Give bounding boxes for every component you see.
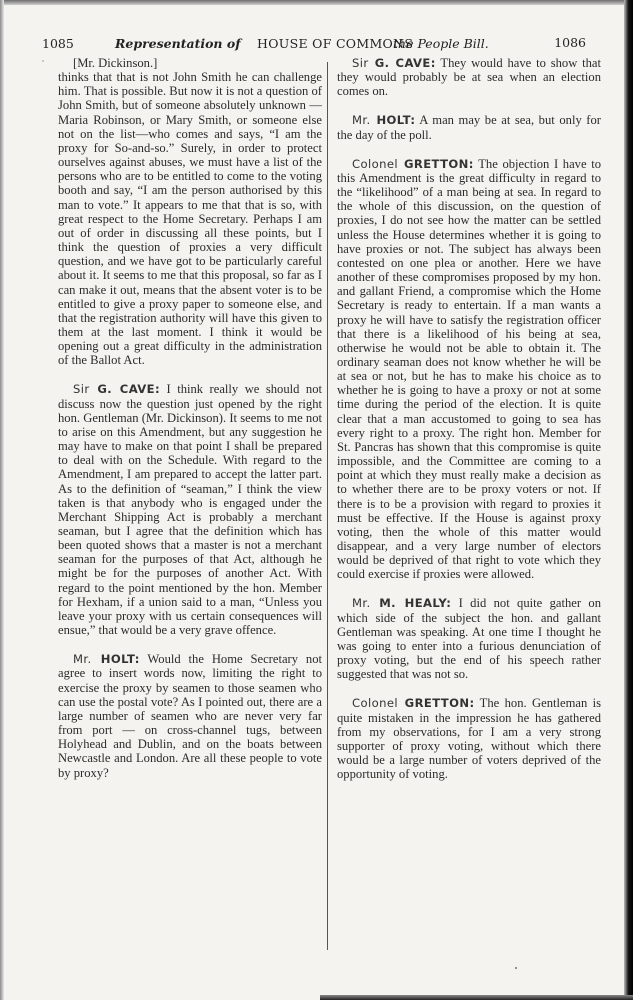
header-left-title: Representation of xyxy=(115,36,241,51)
header-right-title: the People Bill. xyxy=(393,36,489,51)
continued-speaker: [Mr. Dickinson.] xyxy=(73,56,158,70)
speaker-name: Sir G. CAVE: xyxy=(73,382,161,397)
speaker-name: Mr. M. HEALY: xyxy=(352,596,452,611)
speaker-name: Mr. HOLT: xyxy=(73,652,140,667)
speech-text: I think really we should not discuss now the question just opened by the right hon. Gentleman (Mr. Dickinson). It seems to me not to arise on this Amendment, but any suggestion he may have to make on that point I shall be prepared to deal with on the Schedule. With regard to the Amendment, I am prepared to accept the latter part. As to the definition of “seaman,” I think the view taken is that anybody who is engaged under the Merchant Shipping Act is probably a merchant seaman, but I agree that the definition which has been quoted shows that a master is not a merchant seaman for the purposes of that Act, although he might be for the purposes of another Act. With regard to the point mentioned by the hon. Member for Hexham, if a union said to a man, “Unless you leave your proxy with us certain consequences will ensue,” that would be a very grave offence. xyxy=(58,382,323,638)
scan-edge-left xyxy=(0,0,4,1000)
speech-text: A man may be at sea, but only for the day of the poll. xyxy=(337,113,601,142)
speech-text: I did not quite gather on which side of the subject the hon. and gallant Gentleman was speaking. At one time I thought he was going to enter into a furious denunciation of proxy voting, but the end of his speech rather suggested that was not so. xyxy=(337,596,601,682)
header-center-title: HOUSE OF COMMONS xyxy=(257,36,414,51)
speech xyxy=(58,382,322,637)
column-divider xyxy=(327,62,328,950)
speech xyxy=(58,652,322,779)
scan-edge-bottom xyxy=(320,995,633,1000)
speech xyxy=(337,696,601,781)
speech xyxy=(337,56,601,98)
speech xyxy=(337,596,601,681)
column-number-right: 1086 xyxy=(554,35,586,50)
speech xyxy=(337,157,601,582)
running-header xyxy=(42,36,586,54)
right-column xyxy=(337,56,601,781)
column-number-left: 1085 xyxy=(42,36,74,51)
scan-edge-top xyxy=(0,0,633,5)
scan-edge-right xyxy=(624,0,633,1000)
scan-speck xyxy=(42,60,44,62)
continued-speech-text: thinks that that is not John Smith he can challenge him. That is possible. But now it is not a question of John Smith, but of someone absolutely unknown — Maria Robinson, or Mary Smith, or someone else not on the list—who comes and says, “I am the proxy for So-and-so.” Surely, in order to protect ourselves against abuses, we must have a list of the persons who are to be entitled to come to the voting booth and say, “I am the person authorised by this man to vote.” It appears to me that that is so, with great respect to the Home Secretary. Perhaps I am out of order in discussing all these points, but I think the question of proxies a very difficult question, and we have got to be particularly careful about it. It seems to me that this proposal, so far as I can make it out, means that the absent voter is to be entitled to give a proxy paper to someone else, and that the registration authority will have this given to them at the last moment. I think it would be opening out a great difficulty in the administration of the Ballot Act. xyxy=(58,70,322,368)
speaker-name: Colonel GRETTON: xyxy=(352,156,474,171)
scan-speck xyxy=(515,967,517,969)
speech-text: They would have to show that they would probably be at sea when an election comes on. xyxy=(337,56,602,99)
speech-text: Would the Home Secretary not agree to insert words now, limiting the right to exercise the proxy by seamen to those seamen who can use the postal vote? As I pointed out, there are a large number of seamen who are never very far from port — on cross-channel tugs, between Holyhead and Dublin, and on the boats between Newcastle and London. Are all these people to vote by proxy? xyxy=(58,652,323,780)
left-column xyxy=(58,56,322,780)
speech-text: The hon. Gentleman is quite mistaken in the impression he has gathered from my observations, for I am a very strong supporter of proxy voting, without which there would be a large number of voters deprived of the opportunity of voting. xyxy=(337,696,602,782)
speech-text: The objection I have to this Amendment is the great difficulty in regard to the “likelihood” of a man being at sea. In regard to the whole of this discussion, on the question of proxies, I do not see how the matter can be settled unless the House determines whether it is going to have proxies or not. The subject has always been contested on one plea or another. Here we have another of these compromises proposed by my hon. and gallant Friend, a compromise which the Home Secretary is ready to entertain. If a man wants a proxy he will have to satisfy the registration officer that there is a likelihood of his being at sea, otherwise he would not be able to obtain it. The ordinary seaman does not know whether he will be at sea or not, but he has to make his choice as to whether he is going to have a proxy or not at some time during the period of the election. It is quite clear that a man accustomed to going to sea has every right to a proxy. The right hon. Member for St. Pancras has shown that this compromise is quite impossible, and the Committee are coming to a point at which they must really make a decision as to whether there are to be proxy voters or not. If there is to be a provision with regard to proxies it must be effective. If the House is against proxy voting, then the whole of this matter would disappear, and a very large number of electors would be deprived of that right to vote which they could exercise if proxies were allowed. xyxy=(337,156,602,582)
speech xyxy=(337,113,601,141)
speaker-name: Colonel GRETTON: xyxy=(352,696,475,711)
speaker-name: Sir G. CAVE: xyxy=(352,56,436,70)
speaker-name: Mr. HOLT: xyxy=(352,113,416,128)
